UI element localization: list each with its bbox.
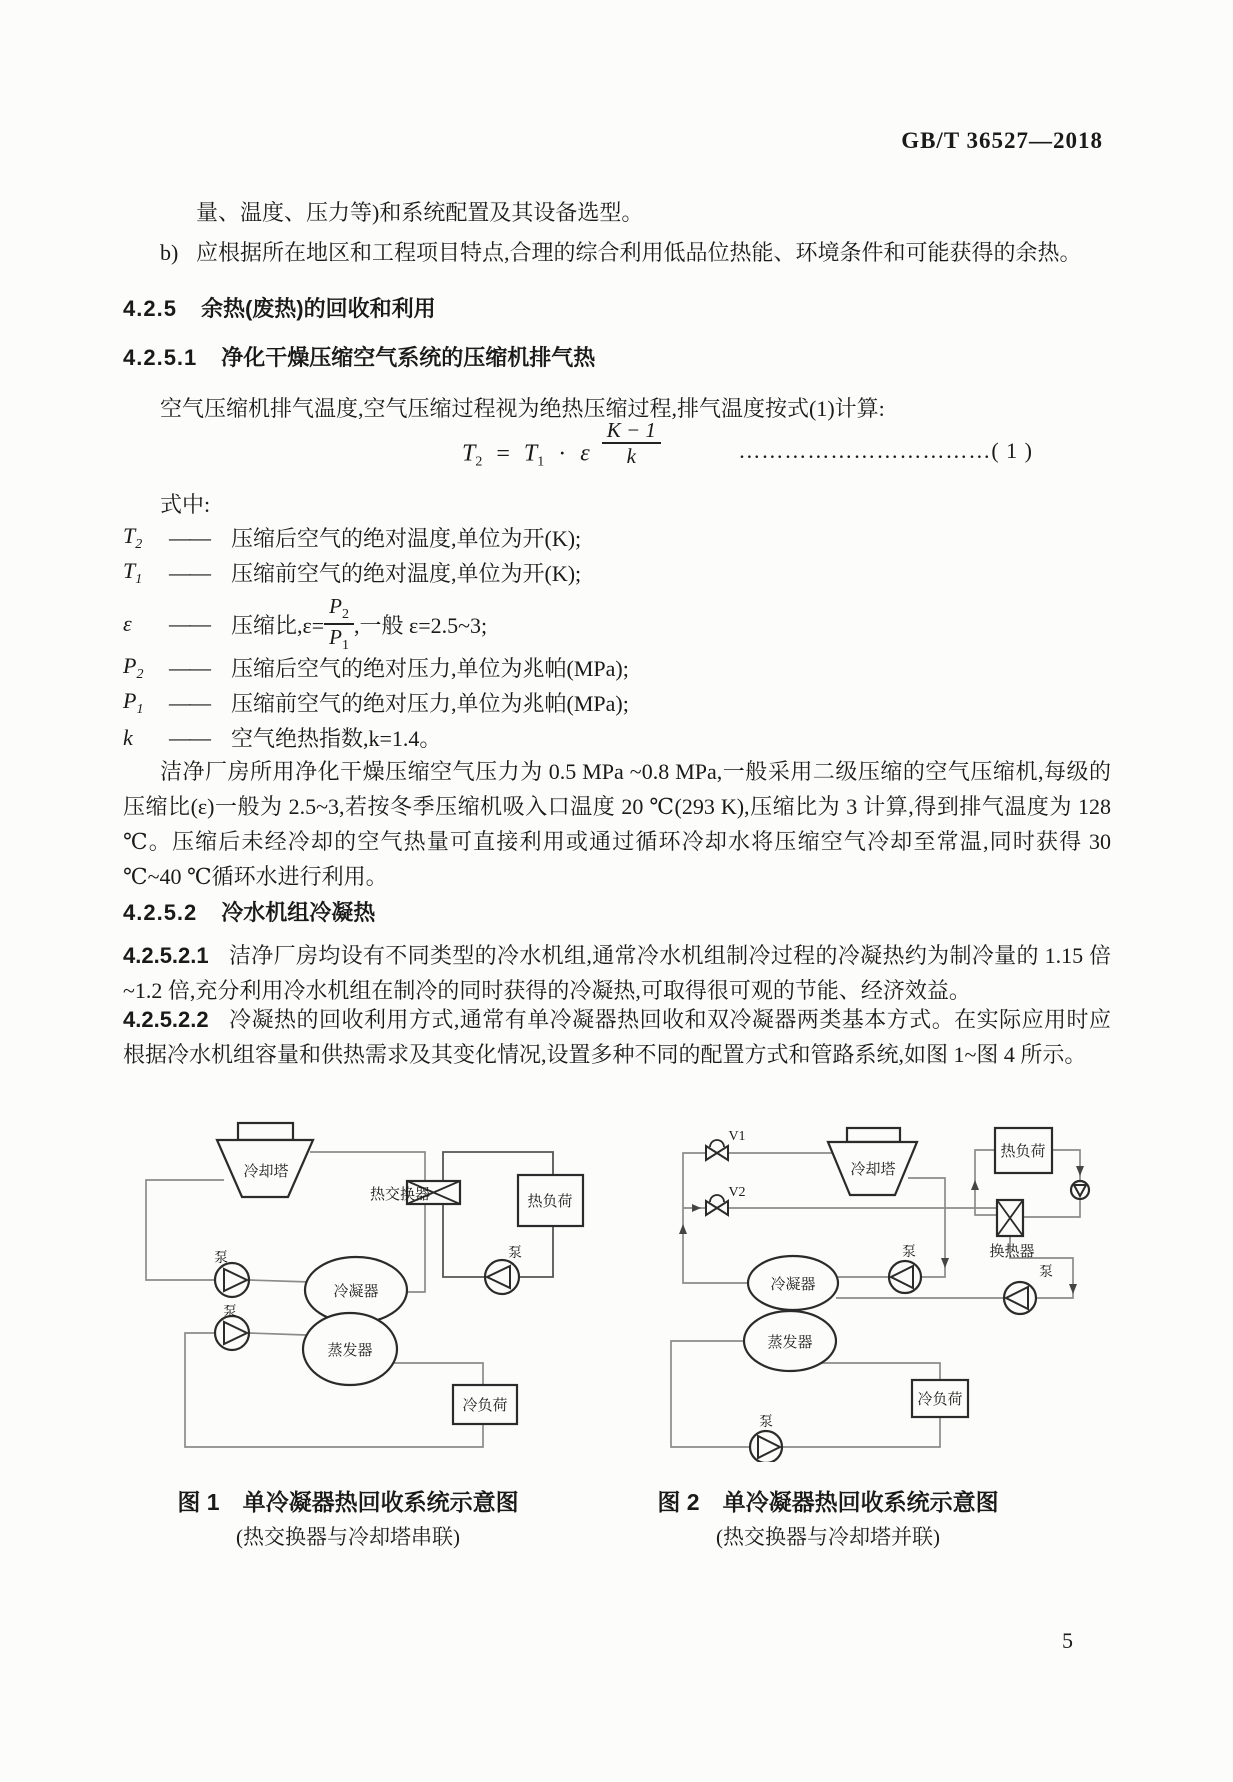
cooling-tower-label: 冷却塔 — [850, 1162, 896, 1178]
list-item-b — [160, 236, 1082, 267]
description: 压缩前空气的绝对温度,单位为开(K); — [231, 561, 582, 586]
symbol: k — [123, 724, 133, 750]
eq-t1-sub: 1 — [537, 454, 545, 470]
dash: —— — [169, 559, 209, 585]
eq-exponent-fraction — [602, 418, 661, 468]
where-row-p1: $P_1$ —— 压缩前空气的绝对压力,单位为兆帕(MPa); — [123, 687, 629, 717]
pump-label: 泵 — [902, 1245, 916, 1260]
condenser-label: 冷凝器 — [770, 1277, 816, 1293]
valve-v1 — [706, 1129, 746, 1160]
section-number: 4.2.5 — [123, 296, 177, 321]
flow-arrow-down — [1069, 1284, 1077, 1294]
pump-mid — [889, 1244, 921, 1293]
heat-load-label: 热负荷 — [1000, 1144, 1046, 1160]
dots-leader: …………………………… — [738, 438, 992, 463]
pump-bottom — [750, 1414, 782, 1462]
section-title: 冷水机组冷凝热 — [221, 900, 376, 925]
eq-exp-numerator: K − 1 — [606, 418, 656, 442]
clause-text: 洁净厂房均设有不同类型的冷水机组,通常冷水机组制冷过程的冷凝热约为制冷量的 1.15 倍~1.2 倍,充分利用冷水机组在制冷的同时获得的冷凝热,可取得很可观的节能、经济效益。 — [123, 943, 1111, 1003]
dash: —— — [169, 611, 209, 637]
heat-load — [518, 1175, 583, 1226]
flow-arrow-right — [692, 1204, 701, 1212]
cooling-load-label: 冷负荷 — [462, 1398, 508, 1414]
cooling-tower — [217, 1123, 313, 1197]
pump-right — [1004, 1264, 1053, 1314]
paragraph-42521 — [123, 938, 1111, 1008]
section-title: 余热(废热)的回收和利用 — [200, 296, 436, 321]
valve-v2-label: V2 — [728, 1185, 746, 1200]
cooling-load — [912, 1380, 968, 1417]
section-heading-4252 — [123, 896, 375, 927]
heat-exchanger-label: 换热器 — [989, 1244, 1035, 1260]
description-suffix: ,一般 ε=2.5~3; — [353, 612, 488, 638]
formula-intro: 空气压缩机排气温度,空气压缩过程视为绝热压缩过程,排气温度按式(1)计算: — [160, 396, 885, 421]
flow-arrow-up — [679, 1224, 687, 1234]
eq-t2: T — [462, 440, 476, 467]
valve-v2 — [706, 1185, 746, 1215]
clause-number: 4.2.5.2.1 — [123, 943, 209, 968]
clause-number: 4.2.5.2.2 — [123, 1007, 209, 1032]
symbol: P — [123, 652, 137, 678]
equation-1 — [462, 418, 661, 480]
pump-label: 泵 — [508, 1246, 522, 1261]
heat-exchanger — [989, 1200, 1034, 1260]
eq-cdot: · — [558, 440, 567, 467]
evaporator — [744, 1311, 836, 1371]
description-prefix: 压缩比,ε= — [231, 612, 325, 638]
figure2-caption: 图 2 单冷凝器热回收系统示意图 — [657, 1489, 999, 1515]
dash: —— — [169, 654, 209, 680]
section-title: 净化干燥压缩空气系统的压缩机排气热 — [221, 345, 596, 370]
eq-t1: T — [523, 440, 538, 467]
flow-arrow-up — [971, 1180, 979, 1190]
where-row-t2: $T_2$ —— 压缩后空气的绝对温度,单位为开(K); — [123, 522, 582, 552]
evaporator-label: 蒸发器 — [767, 1335, 813, 1351]
equation-dots — [738, 438, 1033, 464]
list-item-b-marker: b) — [160, 240, 179, 265]
eq-exp-denominator: k — [626, 444, 636, 469]
figure2-diagram — [620, 1112, 1110, 1462]
heat-load-label: 热负荷 — [527, 1194, 573, 1210]
heat-exchanger-label: 热交换器 — [369, 1187, 431, 1203]
symbol: T — [123, 522, 136, 548]
condenser — [748, 1256, 838, 1310]
description: 压缩后空气的绝对压力,单位为兆帕(MPa); — [231, 656, 629, 681]
section-heading-4251 — [123, 341, 595, 372]
cooling-tower-stack-icon — [847, 1128, 900, 1142]
pump-left-top — [214, 1250, 249, 1297]
valve-v1-label: V1 — [728, 1129, 746, 1144]
where-label: 式中: — [160, 492, 211, 517]
pump-small-right — [1071, 1181, 1089, 1199]
dash: —— — [169, 524, 209, 550]
pump-label: 泵 — [1039, 1265, 1053, 1280]
paragraph-42522 — [123, 1002, 1111, 1072]
list-item-b-text: 应根据所在地区和工程项目特点,合理的综合利用低品位热能、环境条件和可能获得的余热。 — [196, 240, 1082, 265]
symbol: ε — [123, 611, 132, 637]
figure1-subcaption: (热交换器与冷却塔串联) — [236, 1525, 460, 1549]
cooling-tower-label: 冷却塔 — [243, 1164, 289, 1180]
description: 压缩后空气的绝对温度,单位为开(K); — [231, 526, 582, 551]
where-row-epsilon — [123, 594, 487, 654]
clause-text: 冷凝热的回收利用方式,通常有单冷凝器热回收和双冷凝器两类基本方式。在实际应用时应根据冷水机组容量和供热需求及其变化情况,设置多种不同的配置方式和管路系统,如图 1~图 4 所示。 — [123, 1007, 1111, 1067]
p2-p1-fraction: $\frac{P_2}{P_1}$ — [324, 594, 354, 654]
symbol: T — [123, 557, 136, 583]
section-number: 4.2.5.1 — [123, 345, 198, 370]
symbol: P — [123, 687, 137, 713]
where-row-p2: $P_2$ —— 压缩后空气的绝对压力,单位为兆帕(MPa); — [123, 652, 629, 682]
cooling-tower-stack-icon — [238, 1123, 293, 1140]
carryover-text: 量、温度、压力等)和系统配置及其设备选型。 — [196, 200, 644, 225]
where-row-t1: $T_1$ —— 压缩前空气的绝对温度,单位为开(K); — [123, 557, 582, 587]
figure2-subcaption: (热交换器与冷却塔并联) — [716, 1525, 940, 1549]
flow-arrow-down — [1076, 1166, 1084, 1176]
dash: —— — [169, 724, 209, 750]
evaporator — [303, 1313, 397, 1385]
pump-label: 泵 — [759, 1415, 773, 1430]
paragraph-compressed-air: 洁净厂房所用净化干燥压缩空气压力为 0.5 MPa ~0.8 MPa,一般采用二级压缩的空气压缩机,每级的压缩比(ε)一般为 2.5~3,若按冬季压缩机吸入口温度 20 ℃(293 K),压缩比为 3 计算,得到排气温度为 128 ℃。压缩后未经冷却的空气热量可直接利用或通过循环冷却水将压缩空气冷却至常温,同时获得 30 ℃~40 ℃循环水进行利用。 — [123, 759, 1111, 889]
pump-label: 泵 — [214, 1251, 228, 1266]
pump-label: 泵 — [223, 1305, 237, 1320]
equation-number: ( 1 ) — [991, 438, 1033, 463]
cooling-load-label: 冷负荷 — [917, 1392, 963, 1408]
heat-load — [995, 1128, 1052, 1173]
section-heading-425 — [123, 292, 436, 323]
dash: —— — [169, 689, 209, 715]
page-number: 5 — [1062, 1628, 1073, 1653]
pump-left-bottom — [215, 1304, 249, 1350]
heat-exchanger — [370, 1181, 460, 1204]
cooling-load — [453, 1385, 517, 1424]
section-number: 4.2.5.2 — [123, 900, 198, 925]
pump-right — [485, 1245, 522, 1294]
standard-number: GB/T 36527—2018 — [901, 128, 1103, 153]
flow-arrow-down — [941, 1258, 949, 1268]
condenser-label: 冷凝器 — [333, 1284, 379, 1300]
description: 压缩前空气的绝对压力,单位为兆帕(MPa); — [231, 691, 629, 716]
figure1-caption: 图 1 单冷凝器热回收系统示意图 — [177, 1489, 519, 1515]
eq-equals: = — [496, 440, 510, 467]
figure1-diagram — [130, 1112, 600, 1462]
cooling-tower — [828, 1128, 917, 1195]
description: 空气绝热指数,k=1.4。 — [231, 726, 442, 751]
eq-epsilon: ε — [580, 440, 590, 467]
evaporator-label: 蒸发器 — [327, 1343, 373, 1359]
where-row-k — [123, 722, 441, 753]
eq-t2-sub: 2 — [475, 454, 483, 470]
